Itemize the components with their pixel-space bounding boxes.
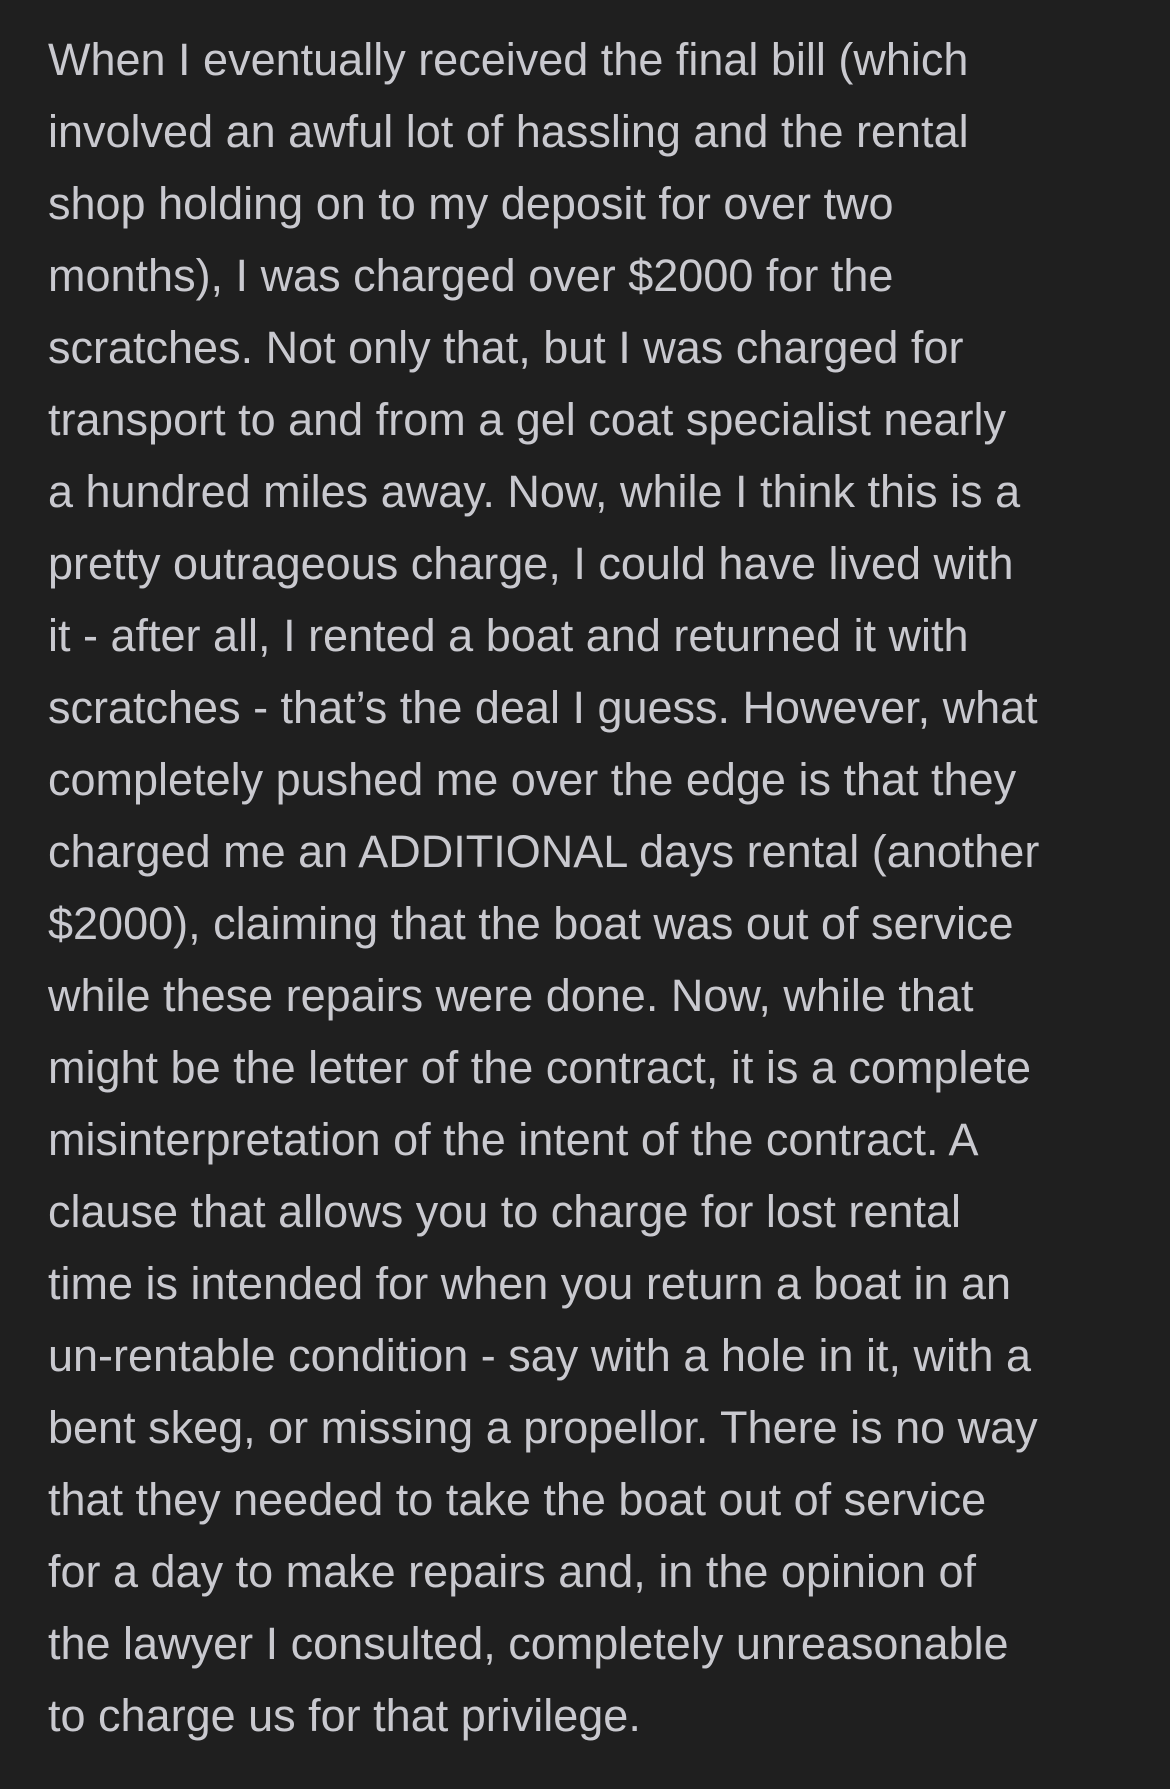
post-text-line: misinterpretation of the intent of the contract. A [48, 1114, 979, 1165]
post-text-line: When I eventually received the final bill (which [48, 34, 969, 85]
post-text-line: time is intended for when you return a boat in an [48, 1258, 1012, 1309]
post-text-line: bent skeg, or missing a propellor. There is no way [48, 1402, 1038, 1453]
post-text-line: completely pushed me over the edge is that they [48, 754, 1017, 805]
post-text-line: months), I was charged over $2000 for the [48, 250, 894, 301]
post-text-line: charged me an ADDITIONAL days rental (another [48, 826, 1040, 877]
post-text-line: involved an awful lot of hassling and the rental [48, 106, 969, 157]
post-body-text [48, 24, 1128, 1752]
post-text-line: shop holding on to my deposit for over two [48, 178, 894, 229]
post-text-line: to charge us for that privilege. [48, 1690, 641, 1741]
post-text-line: clause that allows you to charge for lost rental [48, 1186, 961, 1237]
post-text-line: that they needed to take the boat out of service [48, 1474, 987, 1525]
post-text-line: for a day to make repairs and, in the opinion of [48, 1546, 977, 1597]
post-text-line: might be the letter of the contract, it is a complete [48, 1042, 1031, 1093]
post-text-line: scratches - that’s the deal I guess. However, what [48, 682, 1038, 733]
post-text-line: pretty outrageous charge, I could have lived with [48, 538, 1014, 589]
post-text-line: the lawyer I consulted, completely unreasonable [48, 1618, 1009, 1669]
post-text-line: while these repairs were done. Now, while that [48, 970, 974, 1021]
post-text-line: un-rentable condition - say with a hole in it, with a [48, 1330, 1032, 1381]
post-text-line: transport to and from a gel coat specialist nearly [48, 394, 1006, 445]
post-text-line: a hundred miles away. Now, while I think this is a [48, 466, 1021, 517]
post-text-line: it - after all, I rented a boat and returned it with [48, 610, 969, 661]
post-text-line: $2000), claiming that the boat was out of service [48, 898, 1014, 949]
post-text-line: scratches. Not only that, but I was charged for [48, 322, 964, 373]
